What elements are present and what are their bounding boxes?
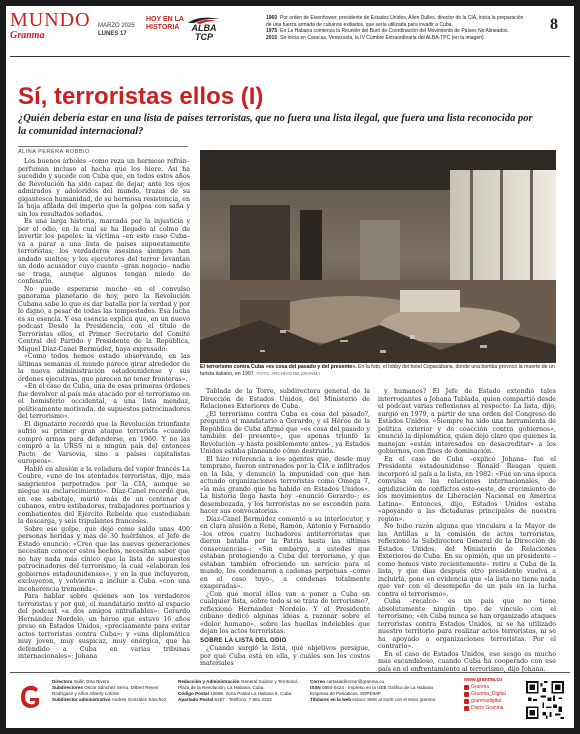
alba-logo-text: ALBA TCP [191,23,217,42]
photo-caption-text: En la foto, el lobby del hotel Copacabana, donde una bomba provocó la muerte de un turista italiano, en 1997. [200,364,555,377]
footer-label: ISSN [310,685,322,690]
history-item [266,35,526,42]
history-text: Se inicia en Caracas, Venezuela, la IV Cumbre Extraordinaria del ALBA-TPC (en la imagen). [280,34,485,41]
footer-value: cartasaldirector@granma.cu [326,679,385,684]
article-paragraph: «Como todos hemos estado observando, en las últimas semanas el mundo parece girar alrededor de la nueva administración estadounidense y sus órdenes ejecutivas, que parecen no tener fronteras». [18,353,190,383]
social-handle: Granma [471,684,490,690]
history-year: 2015 [266,34,278,41]
hotel-lobby-photo [200,150,556,363]
article-paragraph: Sobre ese golpe, que dejó como saldo unas 400 personas heridas y más de 30 huérfanos, el Jefe de Estado enunció: «Creo que las nuevas generaciones necesitan conocer estos hechos, necesitan saber que no hay nada más cínico que la lista de supuestos patrocinadores del terrorismo, la cual «elaboran los gobiernos estadounidenses», y en la que incluyeron, excluyeron, y volvieron a incluir a Cuba «con una incoherencia tremenda». [18,525,190,593]
article-paragraph: Para hablar sobre quiénes son los verdaderos terroristas y por qué, el mandatario invitó al espacio del podcast «a dos amigos entrañables»: Gerardo Hernández Nordelo, un héroe que estuvo 16 años preso en Estados Unidos, «precisamente para evitar actos terroristas contra Cuba»; y «una diplomática muy joven, muy suspicaz, muy enérgica, que ha defendido a Cuba en varias tribunas internacionales»: Johana [18,593,190,660]
history-item [266,15,526,28]
footer-contact [310,679,460,703]
footer-value: General Suárez y Territorial, Plaza de la Revolución, La Habana, Cuba. [178,679,298,690]
footer-value: 0864-0424 · Impreso en la UEB Gráfica de La Habana [322,685,433,690]
footer-label: Correo [310,679,327,684]
footer-label: Redacción y Administración [178,679,241,684]
article-paragraph: En el caso de Cuba –explicó Johana– fue el Presidente estadounidense Ronald Reagan quien incorporó al país a la lista, en 1982: «Fue en una época convulsa en las relaciones internacionales, de agudización de conflictos este-oeste, de crecimiento de los movimientos de Liberación Nacional en América Latina». Entonces, dijo, Estados Unidos estaba «apoyando a las dictaduras principales de nuestra región». [378,455,556,523]
article-paragraph: Los buenos árboles –como reza un hermoso refrán– perfuman incluso al hacha que los hiere. Así ha sucedido y sucede con Cuba que, en todos estos años de Revolución ha sido capaz de dejar, ante los ojos admirados y adoloridos del mundo, trazas de su gigantesca humanidad, de su hermosa resistencia, en la hoja afilada del imperio que la golpea con saña y sin los resultados soñados. [18,158,190,218]
article-paragraph: ¿Con qué moral ellos van a poner a Cuba en cualquier lista, sobre todo si se trata de terrorismo?, reflexionó Hernández Nordelo. Y el Presidente cubano dedicó algunas ideas a razonar sobre el «dolor humano», sobre las huellas indelebles que dejan los actos terroristas. [200,590,370,635]
article-paragraph: Díaz-Canel Bermúdez comentó a su interlocutor, y en clara alusión a René, Ramón, Antonio y Fernando –los otros cuatro luchadores antiterroristas que dieron batalla por la Patria hasta las últimas consecuencias–: «Sin embargo, a ustedes que estaban protegiendo a Cuba del terrorismo, y que estaban también ofreciendo un servicio para el mundo, los condenaron a cadenas perpetuas –como en el caso tuyo–, a condenas totalmente exageradas». [200,515,370,590]
brand-name: Granma [10,30,45,41]
article-paragraph: El dignatario recordó que la Revolución triunfante sufrió su primer gran ataque terrorista «cuando compró armas para defenderse, en 1960. Y no las compró a la URSS ni a ningún país del entonces Pacto de Varsovia, sino a países capitalistas europeos». [18,420,190,465]
article-lede: ¿Quién debería estar en una lista de países terroristas, que no fuera una lista ilegal, que fuera una lista reconocida por la comunidad internacional? [18,113,533,137]
site-url[interactable]: www.granma.cu [464,677,503,683]
social-link[interactable] [464,705,524,712]
article-paragraph: ¿El terrorismo contra Cuba es cosa del pasado?, preguntó el mandatario a Gerardo, y el Héroe de la República de Cuba afirmó que «es cosa del pasado y también del presente», que apenas triunfó la Revolución –y hasta posiblemente antes–, ya Estados Unidos estaba planeando cómo destruirla. [200,410,370,455]
issue-info [98,22,135,38]
article-photo [200,150,556,363]
social-handle: granmadigital [471,698,502,704]
footer-value: Andrés González Sánchez [111,697,167,702]
article-paragraph: El hizo referencia a los agentes que, desde muy temprano, fueron entrenados por la CIA e infiltrados en la Isla, y denunció la impunidad con que han actuado organizaciones terroristas como Omega 7, «la más grande que ha habido en Estados Unidos». La historia llega hasta hoy –enunció Gerardo–; es desembozada, y los terroristas no se esconden para hacer sus convocatorias. [200,455,370,515]
article-paragraph: Cuba –recalcó– es un país que no tiene absolutamente ningún tipo de vínculo con el terrorismo; «en Cuba nunca se han organizado ataques terroristas contra Estados Unidos, ni se ha utilizado nuestro territorio para realizar actos terroristas, ni se ha apoyado a organizaciones terroristas. Por el contrario». [378,598,556,650]
footer-label: Código Postal [178,691,211,696]
footer-value: enlace SMS al 8100 con el texto granma [352,697,436,702]
article-paragraph: «En el caso de Cuba, una de esas primeras órdenes fue devolver al país más atacado por el terrorismo en el hemisferio occidental, a una lista mendaz, políticamente motivada, de supuestos patrocinadores del terrorismo». [18,383,190,420]
social-link[interactable] [464,691,524,698]
history-year: 1975 [266,28,278,34]
history-label: HOY EN LA HISTORIA [146,16,184,31]
article-paragraph: ¿Cuándo surgió la lista, qué objetivos persigue, por qué Cuba está en ella, y cuáles son los costos materiales [200,645,370,667]
footer-line [178,679,304,691]
article-column-2 [200,388,370,667]
footer-line [310,697,460,703]
page-number: 8 [550,16,558,33]
section-brand [10,9,91,41]
page-footer [10,672,570,724]
social-icon [464,699,469,704]
footer-line [178,697,304,703]
footer-label: Subdirector administrativo [52,697,112,702]
article-paragraph: No hubo razón alguna que vinculara a la Mayor de las Antillas a la comisión de actos terroristas, reflexionó la Subdirectora General de la Dirección de Estados Unidos, del Ministerio de Relaciones Exteriores de Cuba. En su opinión, que un presidente –como hemos visto recientemente– retire a Cuba de la lista, y que días después otro presidente vuelva a incluirla, pone en evidencia que «la lista no tiene nada que ver con el desempeño de un país en la lucha contra el terrorismo». [378,523,556,598]
footer-label: Titulares en la web [310,697,353,702]
history-text: Por orden de Eisenhower, presidente de Estados Unidos, Allen Dulles, director de la CIA, inicia la preparación de una fuerza armada de cubanos exiliados, que sería utilizada para invadir a Cuba. [266,15,524,28]
article-paragraph: Es una larga historia, marcada por la injusticia y por el odio, en la cual se ha llegado al colmo de invertir los papeles: la víctima –en este caso Cuba– va a parar a una lista de países supuestamente terroristas; los verdaderos asesinos siempre han andado sueltos; y los ejecutores del terror levantan un dedo acusador cuyo cuento –gran negocio– nadie se traga, aunque algunos tengan miedo de confesarlo. [18,218,190,285]
footer-value: 6187 · Teléfono: 7 881 3333 [214,697,272,702]
article-paragraph: Habló en alusión a la voladura del vapor francés La Coubre, «uno de los atentados terroristas, dijo, más sangrientos perpetrados por la CIA, aunque se niegue su esclarecimiento». Díaz-Canel recordó que, en ese sabotaje, murió más de un centenar de cubanos, entre estibadores, trabajadores portuarios y combatientes del Ejército Rebelde que custodiaban la descarga, y seis tripulantes franceses. [18,465,190,525]
issue-date: MARZO 2025 [98,23,135,29]
footer-value: Empresa de Periódicos. SDPEIMP. [310,691,382,696]
footer-social [464,677,524,712]
article-paragraph: No puede esperarse mucho en el convulso panorama planetario de hoy, pero la Revolución Cubana sabe lo que es dar batalla por la verdad y por lo digno, a pesar de todas las tempestades. Esa lucha es su esencia. Y esa esencia explica que, en un nuevo podcast Desde la Presidencia, con el título de Terroristas ellos, el Primer Secretario del Comité Central del Partido y Presidente de la República, Miguel Díaz-Canel Bermúdez, haya expresado: [18,285,190,353]
footer-value: Oscar Sánchez Serra, Dilbert Reyes Rodríguez y Alfon Alberty Loforte [52,685,159,696]
photo-caption [200,364,556,377]
article-title: Sí, terroristas ellos (I) [18,83,264,110]
footer-line [52,697,172,703]
article-column-1 [18,158,190,663]
footer-label: Apartado Postal [178,697,215,702]
history-list [266,15,526,41]
article-paragraph: Tablada de la Torre, subdirectora general de la Dirección de Estados Unidos, del Ministerio de Relaciones Exteriores de Cuba. [200,388,370,410]
footer-line [52,685,172,697]
footer-address [178,679,304,703]
history-text: En La Habana comienza la Reunión del Buró de Coordinación del Movimiento de Países No Alineados. [280,28,509,34]
social-icon [464,692,469,697]
article-paragraph: En el caso de Estados Unidos, ese sesgo es mucho más escandaloso, cuando Cuba ha cooperado con ese país en el enfrentamiento al terrorismo, dijo Johana. [378,650,556,673]
granma-g-logo-icon [18,683,44,711]
social-link[interactable] [464,698,524,705]
issue-day: LUNES 17 [98,31,127,37]
footer-label: Directora [52,679,74,684]
article-paragraph: y humanos? El Jefe de Estado extendió tales interrogantes a Johana Tablada, quien compartió desde el podcast varias reflexiones al respecto: La lista, dijo, surgió en 1979, a partir de una orden del Congreso de Estados Unidos. «Siempre ha sido una herramienta de política exterior y de coacción contra gobiernos», enunció la diplomática, quien dejó claro que quienes la manejan «están interesados en desacreditar» a los gobiernos, con fines de dominación. [378,388,556,455]
social-icon [464,706,469,711]
social-handle: Granma_Digital [471,691,506,697]
section-title: MUNDO [10,9,91,31]
social-handle: Diario Granma [471,705,504,711]
footer-value: 10699. Zona Postal La Habana 6, Cuba. [210,691,293,696]
footer-staff [52,679,172,703]
article-byline: ALINA PERERA ROBBIO [18,146,188,155]
qr-code-icon [526,681,564,719]
footer-label: Subdirectores [52,685,85,690]
social-link[interactable] [464,684,524,691]
section-subhead: SOBRE LA LISTA DEL ODIO [200,637,287,644]
alba-logo [184,16,224,42]
footer-value: Yailín Orta Rivera [73,679,110,684]
social-icon [464,685,469,690]
photo-credit: FOTO: ARCHIVO DE GRANMA [256,370,321,376]
photo-caption-lead: El terrorismo contra Cuba «es cosa del pasado y del presente». [200,364,357,370]
header-divider [10,56,570,57]
article-column-3 [378,388,556,673]
page-header [10,10,570,60]
history-year: 1960 [266,15,278,21]
